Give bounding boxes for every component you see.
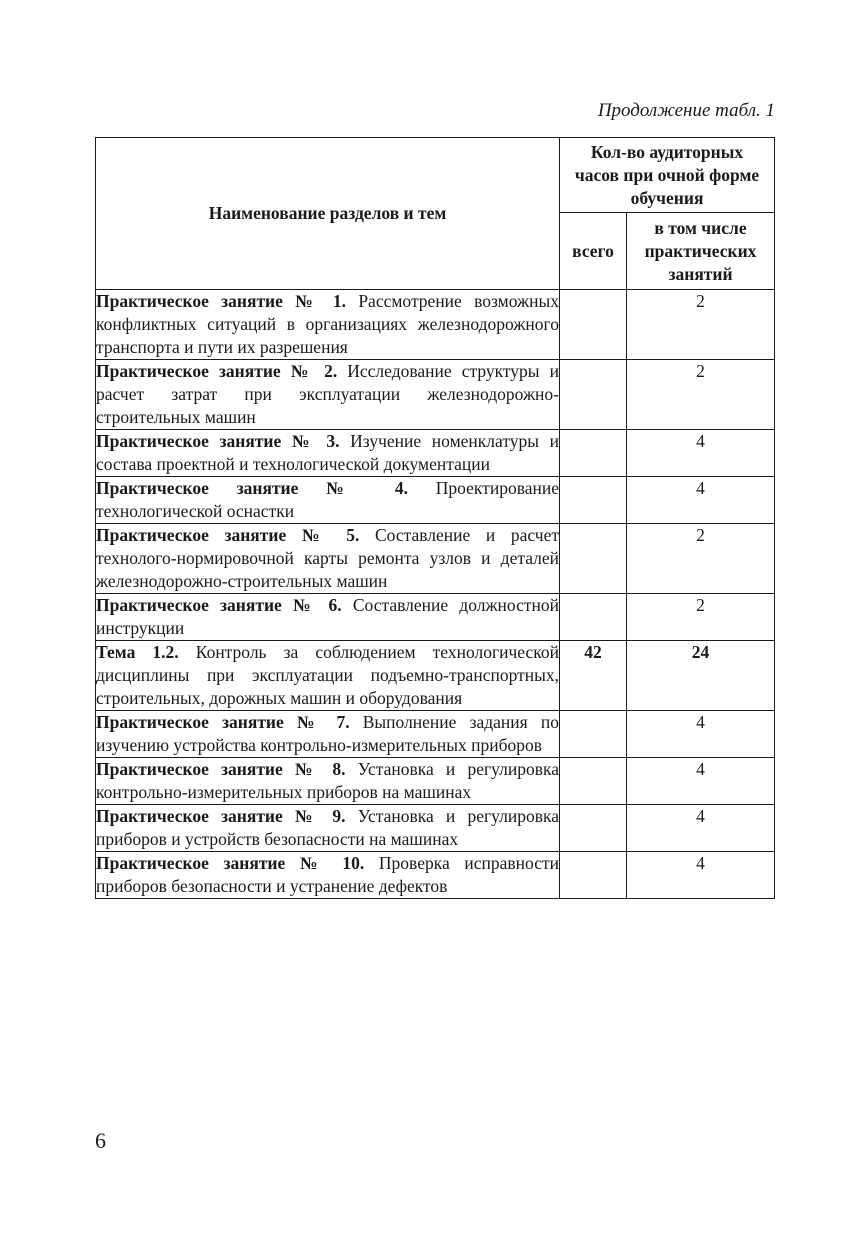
- row-description: Проверка исправности приборов безопасности и устранение дефектов: [96, 853, 559, 896]
- row-title: Практическое занятие № 8.: [96, 759, 346, 779]
- row-total: [560, 852, 627, 899]
- row-title: Практическое занятие № 9.: [96, 806, 346, 826]
- curriculum-table: [95, 137, 775, 899]
- row-topic: [96, 711, 560, 758]
- row-topic: [96, 430, 560, 477]
- row-title: Практическое занятие № 6.: [96, 595, 342, 615]
- row-practical: 4: [627, 477, 775, 524]
- row-description: Рассмотрение возможных конфликтных ситуаций в организациях железнодорожного транспорта и пути их разрешения: [96, 291, 559, 357]
- row-description: Установка и регулировка контрольно-измерительных приборов на машинах: [96, 759, 559, 802]
- table-row: [96, 594, 775, 641]
- row-topic: [96, 758, 560, 805]
- table-row: [96, 360, 775, 430]
- row-description: Составление должностной инструкции: [96, 595, 559, 638]
- row-description: Выполнение задания по изучению устройства контрольно-измерительных приборов: [96, 712, 559, 755]
- row-description: Изучение номенклатуры и состава проектной и технологической документации: [96, 431, 560, 474]
- row-practical: 4: [627, 430, 775, 477]
- row-total: 42: [560, 641, 627, 711]
- row-total: [560, 594, 627, 641]
- row-title: Практическое занятие № 2.: [96, 361, 338, 381]
- table-row: [96, 290, 775, 360]
- row-title: Практическое занятие № 7.: [96, 712, 350, 732]
- table-row: [96, 524, 775, 594]
- row-total: [560, 711, 627, 758]
- table-row: [96, 430, 775, 477]
- row-topic: [96, 805, 560, 852]
- table-continuation-label: Продолжение табл. 1: [597, 100, 775, 121]
- row-topic: [96, 477, 560, 524]
- row-title: Практическое занятие № 4.: [96, 478, 409, 498]
- row-practical: 2: [627, 360, 775, 430]
- row-total: [560, 360, 627, 430]
- row-description: Составление и расчет технолого-нормировочной карты ремонта узлов и деталей железнодорожно-строительных машин: [96, 525, 559, 591]
- row-title: Практическое занятие № 3.: [96, 431, 340, 451]
- table-row: [96, 477, 775, 524]
- row-topic: [96, 360, 560, 430]
- table-row-theme: [96, 641, 775, 711]
- row-title: Практическое занятие № 10.: [96, 853, 365, 873]
- row-topic: [96, 594, 560, 641]
- header-section-name: Наименование разделов и тем: [96, 138, 560, 290]
- row-practical: 4: [627, 805, 775, 852]
- row-practical: 2: [627, 524, 775, 594]
- header-practical: в том числе практических занятий: [627, 213, 775, 290]
- row-title: Практическое занятие № 5.: [96, 525, 360, 545]
- table-row: [96, 711, 775, 758]
- row-practical: 24: [627, 641, 775, 711]
- row-topic: [96, 852, 560, 899]
- row-total: [560, 430, 627, 477]
- row-title: Практическое занятие № 1.: [96, 291, 347, 311]
- row-title: Тема 1.2.: [96, 642, 179, 662]
- row-practical: 4: [627, 852, 775, 899]
- row-total: [560, 290, 627, 360]
- row-topic: [96, 524, 560, 594]
- row-practical: 2: [627, 290, 775, 360]
- table-row: [96, 758, 775, 805]
- page-number: 6: [95, 1128, 106, 1153]
- header-hours-group: Кол-во аудиторных часов при очной форме обучения: [560, 138, 775, 213]
- row-topic: [96, 641, 560, 711]
- table-row: [96, 805, 775, 852]
- row-topic: [96, 290, 560, 360]
- row-practical: 2: [627, 594, 775, 641]
- row-total: [560, 805, 627, 852]
- row-total: [560, 477, 627, 524]
- row-practical: 4: [627, 711, 775, 758]
- row-total: [560, 524, 627, 594]
- table-body: [96, 290, 775, 899]
- row-total: [560, 758, 627, 805]
- row-practical: 4: [627, 758, 775, 805]
- row-description: Проектирование технологической оснастки: [96, 478, 559, 521]
- row-description: Исследование структуры и расчет затрат при эксплуатации железнодорожно-строительных машин: [96, 361, 559, 427]
- row-description: Установка и регулировка приборов и устройств безопасности на машинах: [96, 806, 559, 849]
- table-row: [96, 852, 775, 899]
- header-total: всего: [560, 213, 627, 290]
- row-description: Контроль за соблюдением технологической дисциплины при эксплуатации подъемно-транспортных, строительных, дорожных машин и оборудования: [96, 642, 559, 708]
